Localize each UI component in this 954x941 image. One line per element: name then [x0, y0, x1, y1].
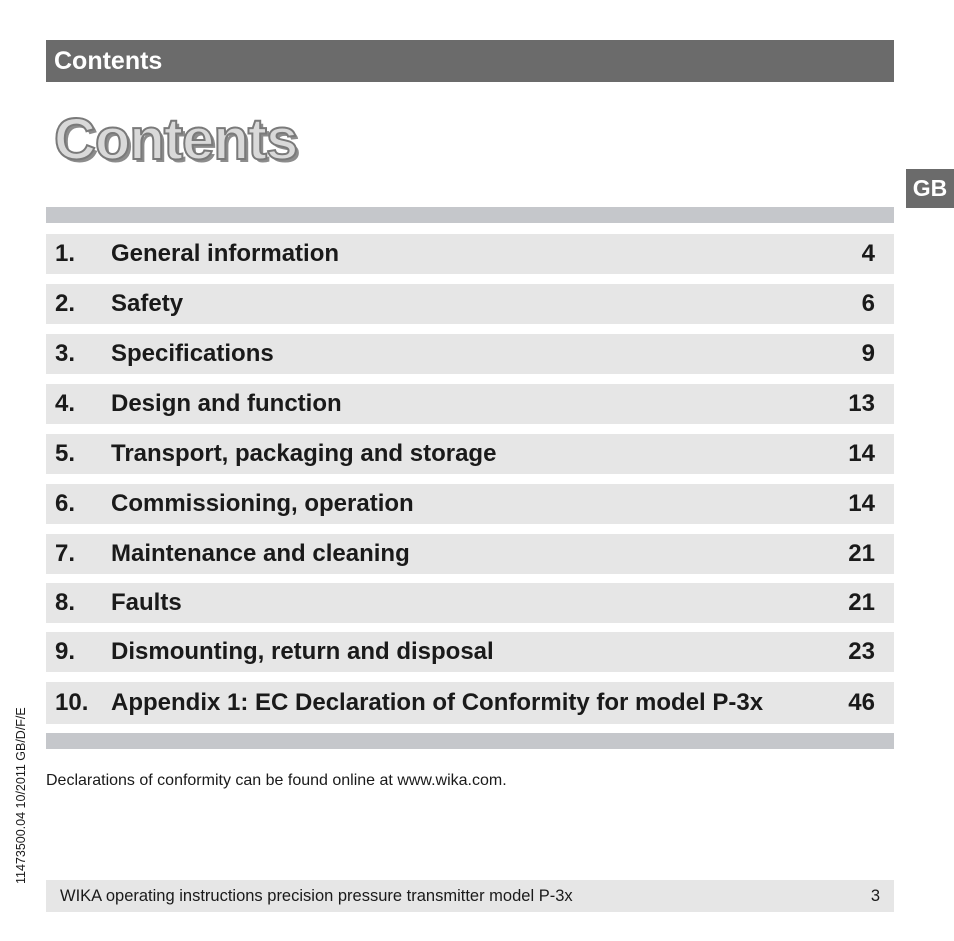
page-title: Contents: [54, 107, 298, 172]
toc-page: 23: [848, 638, 875, 665]
footer-page-number: 3: [870, 887, 880, 905]
page-footer: [46, 880, 894, 912]
toc-title: General information: [111, 240, 340, 267]
toc-number: 6.: [55, 490, 76, 517]
conformity-note: Declarations of conformity can be found online at www.wika.com.: [46, 772, 507, 789]
toc-title: Faults: [111, 589, 182, 616]
toc-row-1[interactable]: [46, 234, 894, 274]
toc-row-5[interactable]: [46, 434, 894, 474]
toc-title: Design and function: [111, 390, 342, 417]
toc-number: 9.: [55, 638, 76, 665]
toc-row-2[interactable]: [46, 284, 894, 324]
toc-number: 10.: [55, 689, 89, 716]
footer-text: WIKA operating instructions precision pressure transmitter model P-3x: [60, 887, 573, 905]
toc-number: 3.: [55, 340, 76, 367]
toc-number: 1.: [55, 240, 76, 267]
toc-title: Transport, packaging and storage: [111, 440, 497, 467]
section-header: [46, 40, 894, 82]
toc-page: 46: [848, 689, 875, 716]
toc-page: 4: [861, 240, 875, 267]
toc-page: 6: [861, 290, 875, 317]
toc-number: 4.: [55, 390, 76, 417]
toc-page: 14: [848, 440, 875, 467]
toc-row-10[interactable]: [46, 682, 894, 724]
toc-number: 2.: [55, 290, 76, 317]
toc-number: 8.: [55, 589, 76, 616]
toc-page: 9: [861, 340, 875, 367]
toc-title: Maintenance and cleaning: [111, 540, 410, 567]
toc-number: 5.: [55, 440, 76, 467]
toc-row-9[interactable]: [46, 632, 894, 672]
toc-number: 7.: [55, 540, 76, 567]
toc-title: Safety: [111, 290, 184, 317]
top-divider: [46, 207, 894, 223]
toc-page: 21: [848, 589, 875, 616]
toc-title: Specifications: [111, 340, 274, 367]
document-code: 11473500.04 10/2011 GB/D/F/E: [14, 707, 28, 884]
toc-row-7[interactable]: [46, 534, 894, 574]
toc-row-3[interactable]: [46, 334, 894, 374]
toc-row-6[interactable]: [46, 484, 894, 524]
toc-page: 21: [848, 540, 875, 567]
bottom-divider: [46, 733, 894, 749]
toc-title: Dismounting, return and disposal: [111, 638, 494, 665]
toc-page: 13: [848, 390, 875, 417]
toc-title: Appendix 1: EC Declaration of Conformity for model P-3x: [111, 689, 764, 716]
language-tab: GB: [906, 169, 954, 208]
toc-title: Commissioning, operation: [111, 490, 414, 517]
section-header-title: Contents: [54, 47, 163, 75]
toc-row-8[interactable]: [46, 583, 894, 623]
toc-row-4[interactable]: [46, 384, 894, 424]
toc-page: 14: [848, 490, 875, 517]
